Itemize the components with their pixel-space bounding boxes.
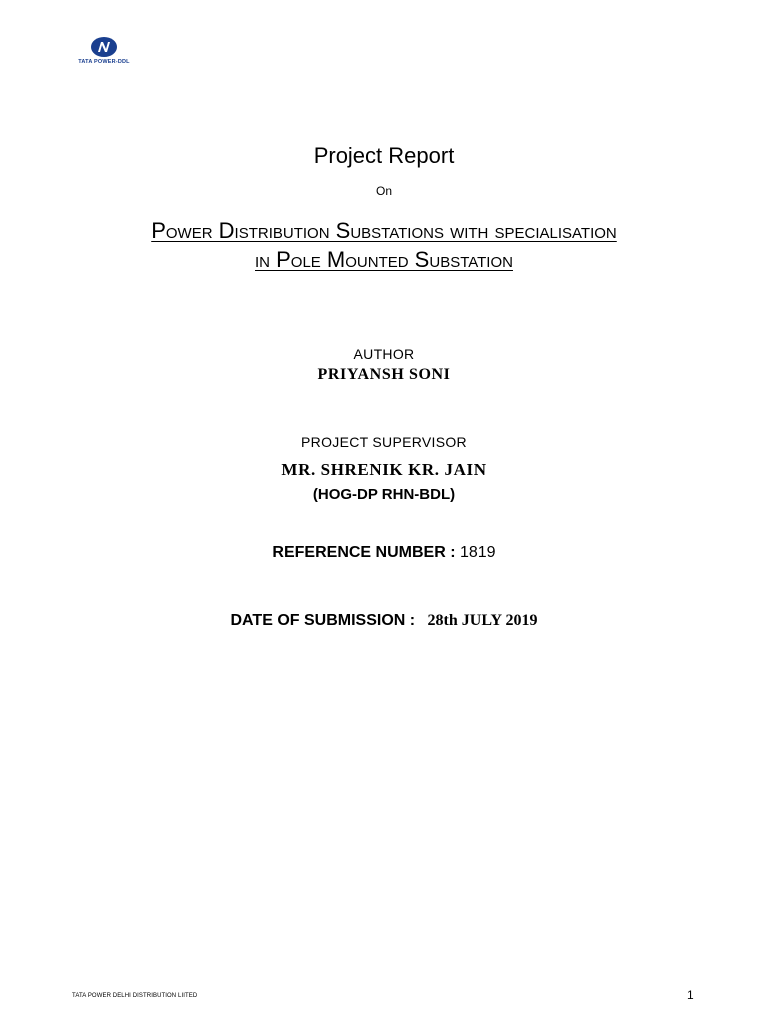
reference-number: [0, 544, 768, 562]
reference-label: REFERENCE NUMBER :: [272, 544, 460, 561]
submission-value: 28th JULY 2019: [427, 612, 538, 629]
on-label: On: [375, 184, 392, 198]
subject-line-2: in Pole Mounted Substation: [255, 247, 513, 272]
submission-date: [0, 612, 768, 630]
supervisor-label: PROJECT SUPERVISOR: [301, 434, 467, 450]
tata-power-logo: [72, 36, 136, 70]
footer-company: TATA POWER DELHI DISTRIBUTION LIITED: [72, 993, 198, 999]
author-label: AUTHOR: [353, 346, 415, 362]
submission-label: DATE OF SUBMISSION :: [230, 612, 420, 629]
supervisor-name: MR. SHRENIK KR. JAIN: [281, 460, 487, 479]
subject-line-1: Power Distribution Substations with specialisation: [151, 218, 617, 243]
page-number: 1: [687, 988, 694, 1002]
document-title: Project Report: [313, 143, 455, 168]
logo-wordmark: TATA POWER-DDL: [78, 59, 130, 65]
report-subject: [0, 216, 768, 274]
tata-power-emblem-icon: [90, 36, 118, 58]
reference-value: 1819: [459, 544, 496, 561]
supervisor-department: (HOG-DP RHN-BDL): [312, 486, 456, 503]
author-name: PRIYANSH SONI: [317, 366, 451, 383]
